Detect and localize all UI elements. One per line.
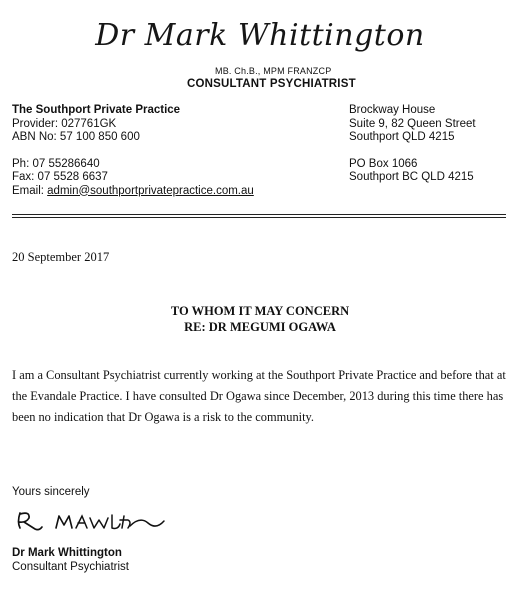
header-divider (12, 214, 506, 218)
address-street: Suite 9, 82 Queen Street (349, 117, 476, 130)
handwritten-signature (14, 506, 174, 541)
letterhead-name: Dr Mark Whittington (95, 18, 425, 53)
letter-body: I am a Consultant Psychiatrist currently working at the Southport Private Practice and before that at the Evandale Practice. I have consulted Dr Ogawa since December, 2013 during this time there has been no indication that Dr Ogawa is a risk to the community. (12, 368, 506, 424)
letter-date: 20 September 2017 (12, 250, 110, 264)
signer-block (12, 546, 129, 574)
po-suburb: Southport BC QLD 4215 (349, 171, 474, 183)
qualifications: MB. Ch.B., MPM FRANZCP (215, 66, 332, 76)
closing-salutation: Yours sincerely (12, 486, 90, 498)
abn-number: ABN No: 57 100 850 600 (12, 131, 140, 143)
email-line (12, 185, 254, 199)
address-building: Brockway House (349, 104, 436, 116)
email-label: Email: (12, 184, 48, 197)
email-link[interactable]: admin@southportprivatepractice.com.au (47, 184, 254, 197)
letter-heading: TO WHOM IT MAY CONCERN (170, 304, 350, 318)
role-title: CONSULTANT PSYCHIATRIST (187, 78, 356, 90)
fax-number: Fax: 07 5528 6637 (12, 171, 108, 183)
address-suburb: Southport QLD 4215 (349, 131, 455, 143)
practice-name: The Southport Private Practice (12, 104, 181, 116)
practice-address (349, 104, 476, 185)
po-box: PO Box 1066 (349, 157, 418, 170)
signer-title: Consultant Psychiatrist (12, 561, 129, 573)
phone-number: Ph: 07 55286640 (12, 157, 100, 170)
practice-details (12, 104, 254, 198)
signature-drawing (14, 506, 174, 536)
provider-number: Provider: 027761GK (12, 117, 117, 130)
letter-subject: RE: DR MEGUMI OGAWA (184, 320, 336, 334)
signer-name: Dr Mark Whittington (12, 547, 122, 559)
